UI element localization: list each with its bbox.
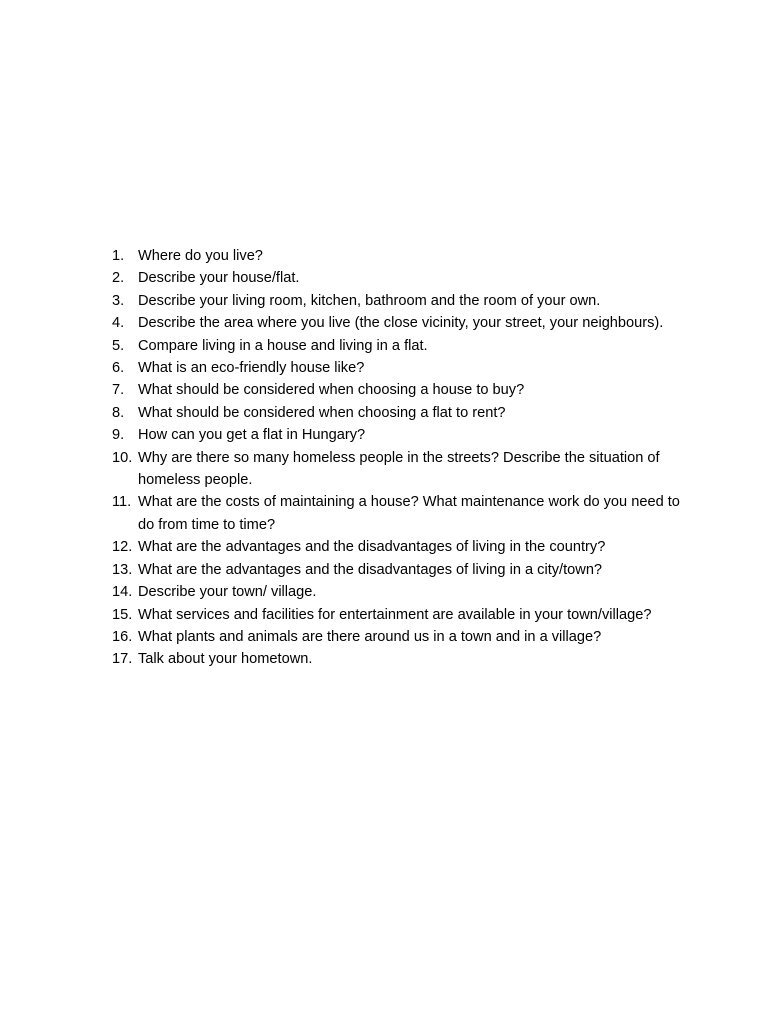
question-list: [112, 245, 692, 671]
question-text: What is an eco-friendly house like?: [138, 360, 365, 377]
question-item-1: [112, 245, 692, 267]
question-item-10: [112, 447, 692, 492]
question-item-17: [112, 648, 692, 670]
question-text: Describe your living room, kitchen, bathroom and the room of your own.: [138, 292, 601, 309]
question-text: Talk about your hometown.: [138, 651, 313, 668]
question-text: Describe the area where you live (the close vicinity, your street, your neighbours).: [138, 315, 664, 332]
question-item-16: [112, 626, 692, 648]
question-text: How can you get a flat in Hungary?: [138, 427, 366, 444]
question-item-7: [112, 379, 692, 401]
question-text: What are the advantages and the disadvantages of living in the country?: [138, 539, 606, 556]
question-item-3: [112, 290, 692, 312]
question-number: 8.: [112, 404, 125, 421]
question-number: 16.: [112, 628, 133, 645]
question-item-2: [112, 267, 692, 289]
question-text: What should be considered when choosing a house to buy?: [138, 382, 525, 399]
question-number: 2.: [112, 270, 125, 287]
question-number: 11.: [112, 494, 132, 511]
question-text: What services and facilities for entertainment are available in your town/village?: [138, 606, 652, 623]
question-text: Describe your town/ village.: [138, 584, 317, 601]
question-number: 17.: [112, 651, 133, 668]
question-number: 4.: [112, 315, 125, 332]
question-text: Where do you live?: [138, 248, 263, 264]
question-item-6: [112, 357, 692, 379]
question-text: Compare living in a house and living in a flat.: [138, 337, 428, 354]
question-number: 14.: [112, 584, 133, 601]
question-text: What are the costs of maintaining a house? What maintenance work do you need to do from time to time?: [138, 494, 680, 533]
question-item-13: [112, 559, 692, 581]
question-number: 9.: [112, 427, 125, 444]
question-number: 7.: [112, 382, 125, 399]
question-number: 15.: [112, 606, 133, 623]
question-text: Why are there so many homeless people in the streets? Describe the situation of homeless people.: [138, 449, 660, 489]
question-number: 6.: [112, 360, 125, 377]
question-number: 5.: [112, 337, 125, 354]
question-text: What plants and animals are there around us in a town and in a village?: [138, 628, 602, 645]
question-number: 3.: [112, 292, 125, 309]
question-text: What should be considered when choosing a flat to rent?: [138, 404, 506, 421]
question-number: 12.: [112, 539, 133, 556]
question-item-12: [112, 536, 692, 558]
question-number: 10.: [112, 449, 133, 466]
question-item-4: [112, 312, 692, 334]
question-number: 1.: [112, 248, 125, 264]
question-item-5: [112, 335, 692, 357]
question-text: What are the advantages and the disadvantages of living in a city/town?: [138, 561, 603, 578]
question-item-14: [112, 581, 692, 603]
question-item-15: [112, 604, 692, 626]
question-item-9: [112, 424, 692, 446]
question-text: Describe your house/flat.: [138, 270, 300, 287]
question-item-11: [112, 491, 692, 536]
question-number: 13.: [112, 561, 133, 578]
question-item-8: [112, 402, 692, 424]
